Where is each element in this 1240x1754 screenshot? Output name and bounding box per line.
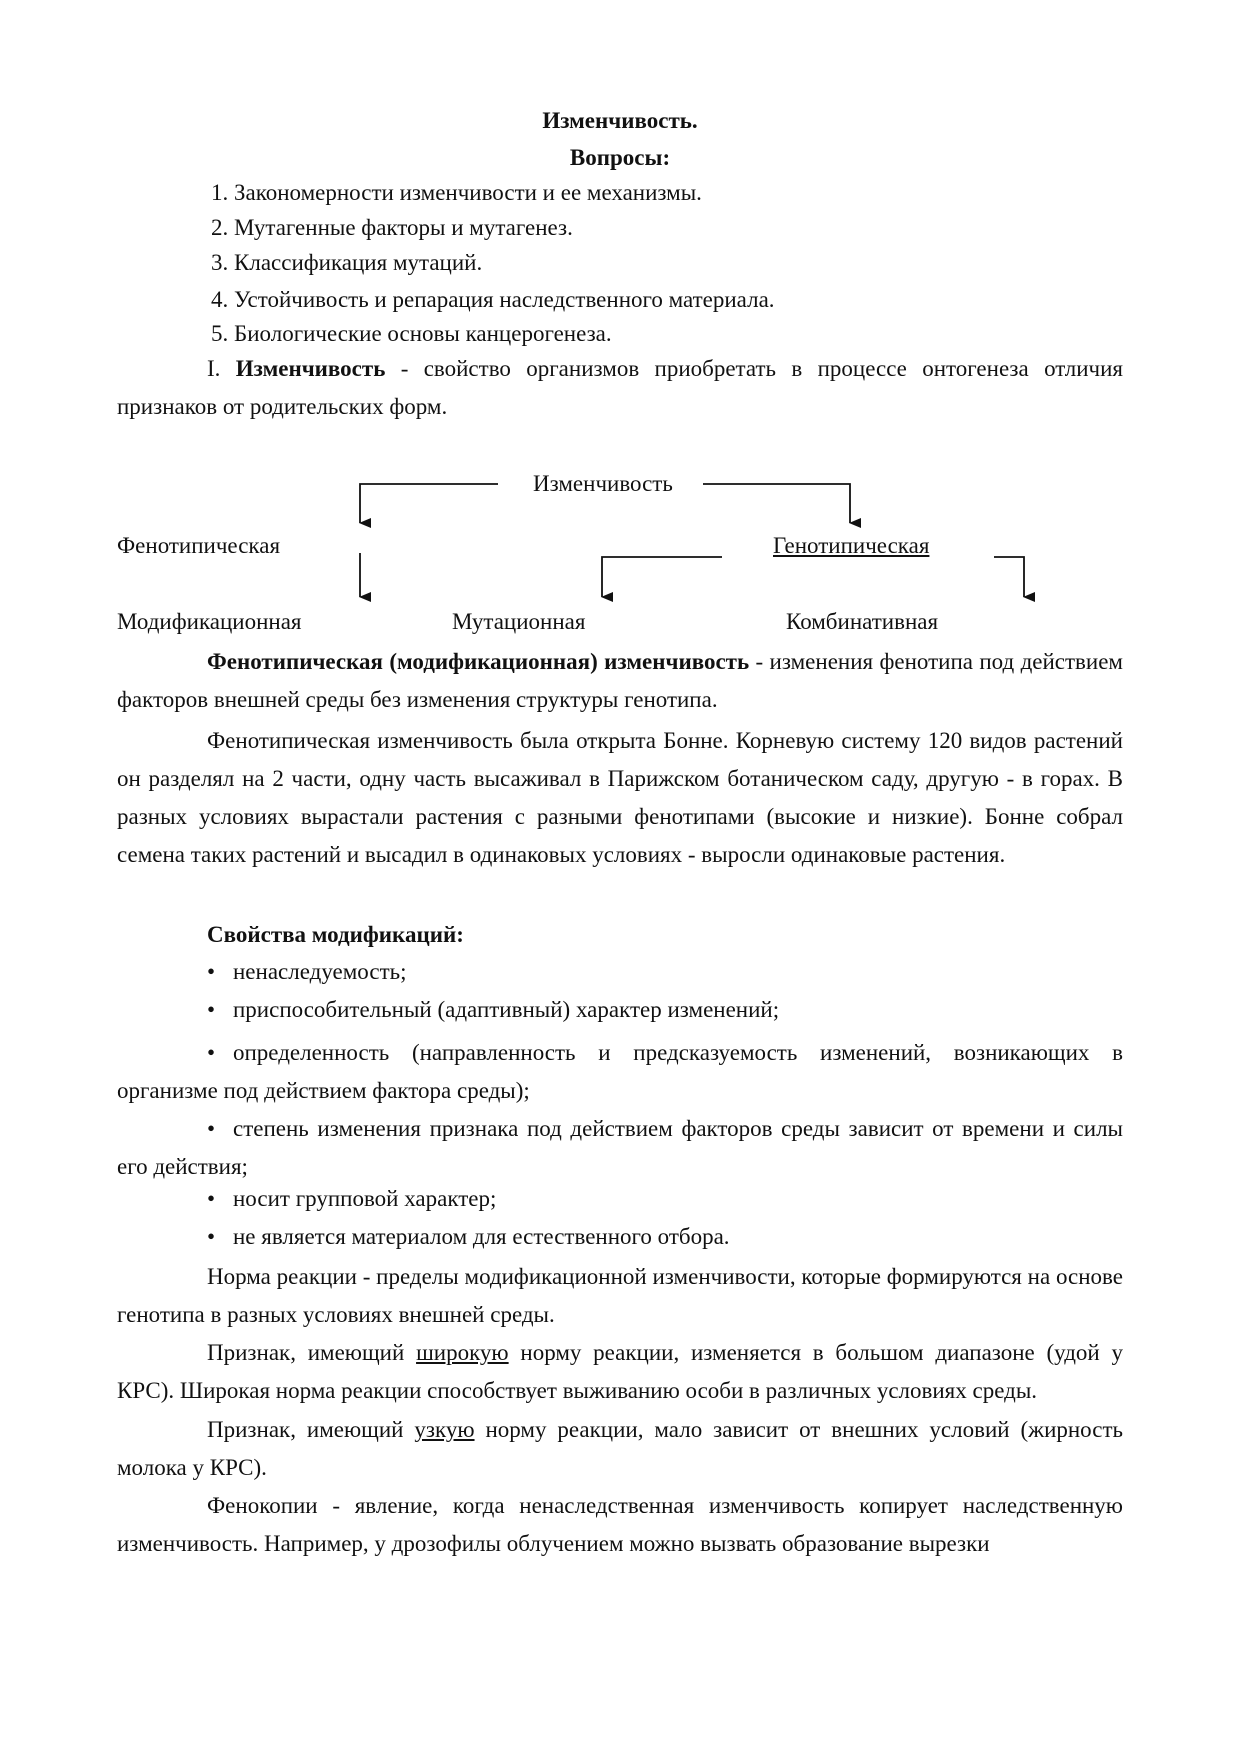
intro-text: - свойство организмов приобретать в процессе онтогенеза отличия признаков от родительских форм. [117, 356, 1123, 419]
list-item-text: носит групповой характер; [233, 1186, 497, 1211]
bullet-icon: • [207, 959, 216, 984]
question-item: 3. Классификация мутаций. [211, 250, 483, 275]
arrow-root-to-genotypic [703, 484, 850, 523]
list-item-text: степень изменения признака под действием факторов среды зависит от времени и силы его действия; [117, 1116, 1123, 1179]
questions-heading: Вопросы: [569, 145, 671, 170]
arrow-root-to-phenotypic [360, 484, 498, 523]
page-title: Изменчивость. [542, 108, 698, 133]
list-item-text: определенность (направленность и предсказуемость изменений, возникающих в организме под действием фактора среды); [117, 1040, 1123, 1103]
bullet-icon: • [207, 1116, 216, 1141]
properties-heading: Свойства модификаций: [207, 922, 464, 947]
narrow-norm-text-before: Признак, имеющий [207, 1417, 415, 1442]
narrow-norm-emphasis: узкую [414, 1417, 475, 1442]
variability-diagram [0, 0, 1240, 620]
wide-norm-paragraph [117, 1334, 1123, 1410]
diagram-phenotypic-label: Фенотипическая [117, 533, 281, 558]
phenotypic-definition-text: - изменения фенотипа под действием факторов внешней среды без изменения структуры генотипа. [117, 649, 1123, 712]
phenocopy-paragraph: Фенокопии - явление, когда ненаследственная изменчивость копирует наследственную изменчивость. Например, у дрозофилы облучением можно вызвать образование вырезки [117, 1493, 1123, 1556]
bullet-icon: • [207, 997, 216, 1022]
narrow-norm-text-after: норму реакции, мало зависит от внешних условий (жирность молока у КРС). [117, 1417, 1124, 1480]
diagram-modification-label: Модификационная [117, 609, 302, 634]
diagram-combinative-label: Комбинативная [786, 609, 939, 634]
phenotypic-definition-paragraph [117, 643, 1123, 719]
bonne-paragraph: Фенотипическая изменчивость была открыта Бонне. Корневую систему 120 видов растений он разделял на 2 части, одну часть высаживал в Парижском ботаническом саду, другую - в горах. В разных условиях вырастали растения с разными фенотипами (высокие и низкие). Бонне собрал семена таких растений и высадил в одинаковых условиях - выросли одинаковые растения. [117, 728, 1123, 867]
arrow-genotypic-to-combinative [994, 557, 1024, 597]
question-item: 4. Устойчивость и репарация наследственного материала. [211, 287, 775, 312]
list-item [117, 1110, 1123, 1186]
question-item: 1. Закономерности изменчивости и ее механизмы. [211, 180, 702, 205]
bullet-icon: • [207, 1224, 216, 1249]
narrow-norm-paragraph [117, 1411, 1123, 1487]
list-item [117, 1034, 1123, 1110]
list-item [207, 997, 779, 1023]
list-item [207, 1224, 730, 1250]
wide-norm-text-after: норму реакции, изменяется в большом диапазоне (удой у КРС). Широкая норма реакции способствует выживанию особи в различных условиях среды. [117, 1340, 1123, 1403]
diagram-root-label: Изменчивость [533, 471, 673, 496]
wide-norm-emphasis: широкую [416, 1340, 509, 1365]
list-item-text: не является материалом для естественного отбора. [233, 1224, 730, 1249]
list-item-text: приспособительный (адаптивный) характер изменений; [233, 997, 780, 1022]
intro-term: Изменчивость [235, 356, 386, 381]
bullet-icon: • [207, 1040, 216, 1065]
wide-norm-text-before: Признак, имеющий [207, 1340, 417, 1365]
reaction-norm-paragraph: Норма реакции - пределы модификационной изменчивости, которые формируются на основе генотипа в разных условиях внешней среды. [117, 1264, 1123, 1327]
list-item [207, 959, 407, 985]
phenotypic-definition-term: Фенотипическая (модификационная) изменчивость [207, 649, 750, 674]
bullet-icon: • [207, 1186, 216, 1211]
arrow-genotypic-to-mutation [602, 557, 722, 597]
list-item [207, 1186, 496, 1212]
intro-prefix: I. [207, 356, 236, 381]
diagram-genotypic-label: Генотипическая [773, 533, 930, 558]
list-item-text: ненаследуемость; [233, 959, 407, 984]
question-item: 2. Мутагенные факторы и мутагенез. [211, 215, 573, 240]
question-item: 5. Биологические основы канцерогенеза. [211, 321, 612, 346]
diagram-mutation-label: Мутационная [452, 609, 586, 634]
